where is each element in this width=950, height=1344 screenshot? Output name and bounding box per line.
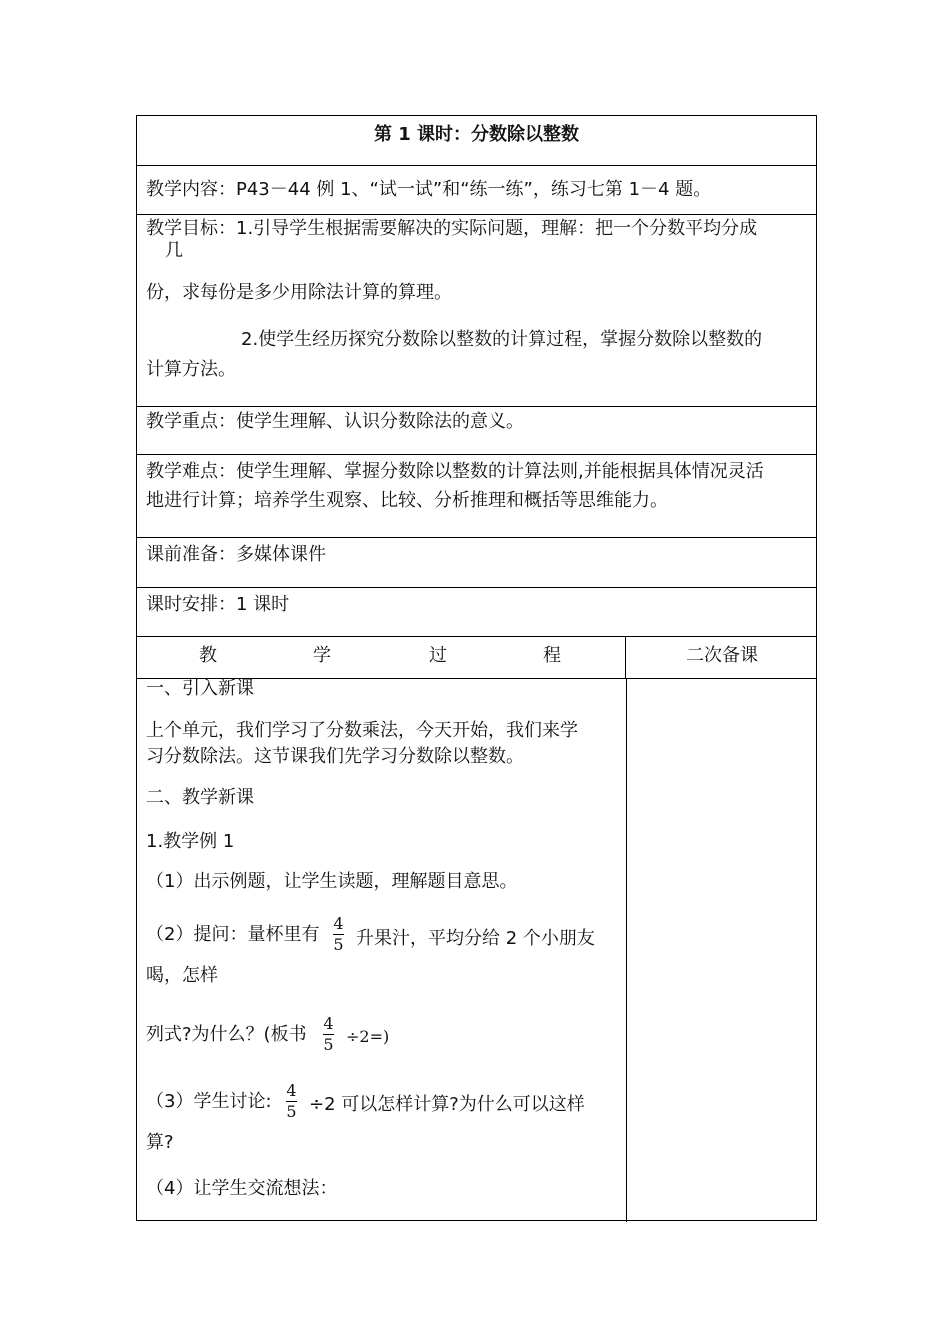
- preparation: 课前准备：多媒体课件: [146, 544, 326, 565]
- question-2c: 喝，怎样: [146, 965, 218, 986]
- difficulty-line-2: 地进行计算；培养学生观察、比较、分析推理和概括等思维能力。: [146, 490, 668, 511]
- question-2e: ÷2=): [346, 1027, 390, 1046]
- difficulty-line-1: 教学难点：使学生理解、掌握分数除以整数的计算法则,并能根据具体情况灵活: [146, 461, 764, 482]
- question-3b: ÷2 可以怎样计算?为什么可以这样: [309, 1094, 585, 1115]
- teaching-content: 教学内容：P43－44 例 1、“试一试”和“练一练”，练习七第 1－4 题。: [146, 179, 712, 200]
- process-header-char-4: 程: [543, 645, 561, 666]
- fraction-numerator: 4: [323, 1014, 334, 1033]
- intro-para-a: 上个单元，我们学习了分数乘法，今天开始，我们来学: [146, 720, 578, 741]
- intro-para-b: 习分数除法。这节课我们先学习分数除以整数。: [146, 746, 524, 767]
- example-1: 1.教学例 1: [146, 831, 235, 852]
- fraction-4-5-c: [286, 1082, 297, 1121]
- process-header-cell: [137, 637, 626, 678]
- lesson-plan-table: [136, 115, 817, 1221]
- difficulty-row: [137, 455, 816, 538]
- objective-line-2: 份，求每份是多少用除法计算的算理。: [146, 282, 452, 303]
- objective-line-1: 教学目标：1.引导学生根据需要解决的实际问题，理解：把一个分数平均分成: [146, 218, 758, 239]
- fraction-4-5-a: [333, 915, 344, 954]
- section-new: 二、教学新课: [146, 787, 254, 808]
- objective-line-1b: 几: [165, 240, 183, 261]
- question-3a: （3）学生讨论:: [146, 1091, 272, 1112]
- process-header-char-2: 学: [313, 645, 331, 666]
- key-point-row: [137, 407, 816, 455]
- fraction-numerator: 4: [333, 914, 344, 933]
- fraction-denominator: 5: [323, 1035, 334, 1054]
- fraction-denominator: 5: [286, 1102, 297, 1121]
- second-prep-header: 二次备课: [686, 645, 758, 666]
- question-4: （4）让学生交流想法：: [146, 1178, 338, 1199]
- process-header-char-3: 过: [429, 645, 447, 666]
- schedule-row: [137, 588, 816, 637]
- page-title: 第 1 课时：分数除以整数: [373, 124, 580, 145]
- process-header-char-1: 教: [199, 645, 217, 666]
- content-row: [137, 166, 816, 215]
- fraction-numerator: 4: [286, 1081, 297, 1100]
- question-2d: 列式?为什么？(板书: [146, 1024, 307, 1045]
- objective-line-4: 计算方法。: [146, 359, 236, 380]
- schedule: 课时安排：1 课时: [146, 594, 290, 615]
- process-header-row: [137, 637, 816, 679]
- objectives-row: [137, 215, 816, 407]
- question-3c: 算?: [146, 1132, 174, 1153]
- question-1: （1）出示例题，让学生读题，理解题目意思。: [146, 871, 518, 892]
- question-2b: 升果汁，平均分给 2 个小朋友: [356, 928, 595, 949]
- column-divider: [626, 679, 627, 1222]
- objective-line-3: 2.使学生经历探究分数除以整数的计算过程，掌握分数除以整数的: [241, 329, 763, 350]
- fraction-4-5-b: [323, 1015, 334, 1054]
- title-row: [137, 116, 816, 166]
- key-point: 教学重点：使学生理解、认识分数除法的意义。: [146, 411, 524, 432]
- preparation-row: [137, 538, 816, 588]
- section-intro: 一、引入新课: [146, 678, 254, 699]
- question-2a: （2）提问：量杯里有: [146, 924, 320, 945]
- fraction-denominator: 5: [333, 935, 344, 954]
